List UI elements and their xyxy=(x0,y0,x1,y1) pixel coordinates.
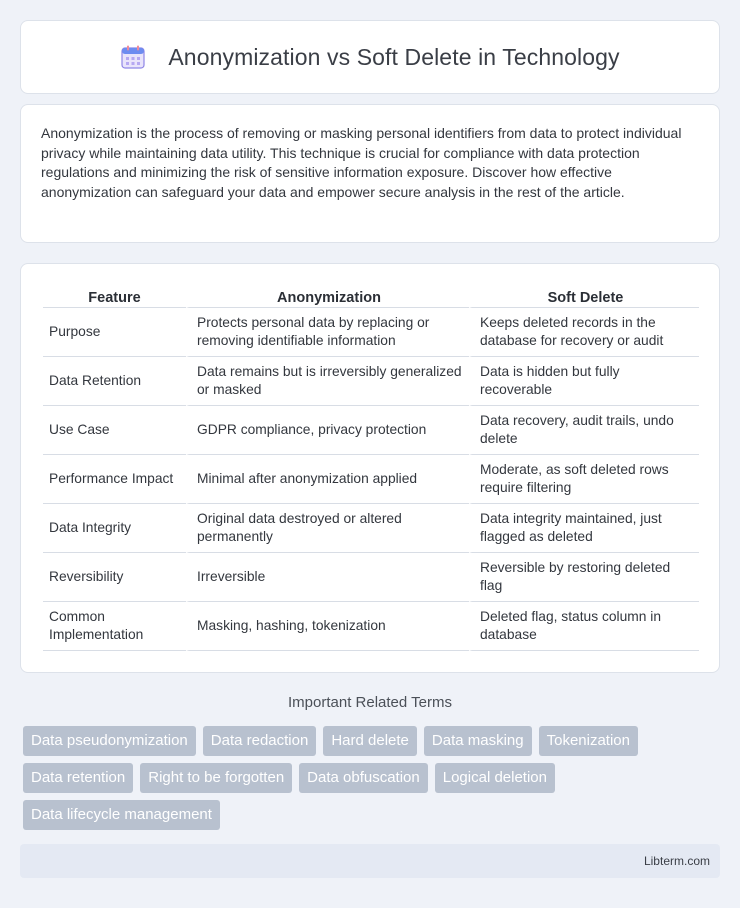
feature-cell: Reversibility xyxy=(43,553,186,602)
anonymization-cell: Minimal after anonymization applied xyxy=(186,455,469,504)
footer xyxy=(20,844,720,878)
footer-site-link[interactable]: Libterm.com xyxy=(643,854,710,868)
header-soft-delete: Soft Delete xyxy=(469,286,699,308)
tag-tokenization[interactable]: Tokenization xyxy=(539,726,638,756)
anonymization-cell: Data remains but is irreversibly generalized or masked xyxy=(186,357,469,406)
anonymization-cell: Protects personal data by replacing or removing identifiable information xyxy=(186,308,469,357)
feature-cell: Data Retention xyxy=(43,357,186,406)
table-row xyxy=(43,308,699,357)
soft-delete-cell: Reversible by restoring deleted flag xyxy=(469,553,699,602)
anonymization-cell: Irreversible xyxy=(186,553,469,602)
table-row xyxy=(43,553,699,602)
tag-data-obfuscation[interactable]: Data obfuscation xyxy=(299,763,428,793)
tag-right-to-be-forgotten[interactable]: Right to be forgotten xyxy=(140,763,292,793)
header-feature: Feature xyxy=(43,286,186,308)
calendar-icon xyxy=(120,44,146,70)
tag-data-masking[interactable]: Data masking xyxy=(424,726,532,756)
intro-card xyxy=(20,104,720,243)
soft-delete-cell: Deleted flag, status column in database xyxy=(469,602,699,651)
tag-logical-deletion[interactable]: Logical deletion xyxy=(435,763,555,793)
comparison-table xyxy=(43,286,699,651)
page-title: Anonymization vs Soft Delete in Technology xyxy=(168,43,620,70)
table-header-row xyxy=(43,286,699,308)
tag-data-retention[interactable]: Data retention xyxy=(23,763,133,793)
tag-data-redaction[interactable]: Data redaction xyxy=(203,726,317,756)
feature-cell: Purpose xyxy=(43,308,186,357)
feature-cell: Performance Impact xyxy=(43,455,186,504)
tag-data-pseudonymization[interactable]: Data pseudonymization xyxy=(23,726,196,756)
table-row xyxy=(43,602,699,651)
intro-text: Anonymization is the process of removing or masking personal identifiers from data to protect individual privacy while maintaining data utility. This technique is crucial for compliance with data protection regulations and minimizing the risk of sensitive information exposure. Discover how effective anonymization can safeguard your data and empower secure analysis in the rest of the article. xyxy=(41,125,682,200)
anonymization-cell: GDPR compliance, privacy protection xyxy=(186,406,469,455)
soft-delete-cell: Data is hidden but fully recoverable xyxy=(469,357,699,406)
table-row xyxy=(43,504,699,553)
feature-cell: Use Case xyxy=(43,406,186,455)
tag-hard-delete[interactable]: Hard delete xyxy=(323,726,417,756)
tag-data-lifecycle-management[interactable]: Data lifecycle management xyxy=(23,800,220,830)
table-row xyxy=(43,406,699,455)
anonymization-cell: Original data destroyed or altered permanently xyxy=(186,504,469,553)
related-terms-title: Important Related Terms xyxy=(288,694,452,711)
soft-delete-cell: Data recovery, audit trails, undo delete xyxy=(469,406,699,455)
table-row xyxy=(43,357,699,406)
soft-delete-cell: Keeps deleted records in the database for recovery or audit xyxy=(469,308,699,357)
table-row xyxy=(43,455,699,504)
header-anonymization: Anonymization xyxy=(186,286,469,308)
anonymization-cell: Masking, hashing, tokenization xyxy=(186,602,469,651)
feature-cell: Data Integrity xyxy=(43,504,186,553)
title-card xyxy=(20,20,720,94)
soft-delete-cell: Data integrity maintained, just flagged as deleted xyxy=(469,504,699,553)
related-terms-list xyxy=(23,726,723,837)
feature-cell: Common Implementation xyxy=(43,602,186,651)
comparison-table-card xyxy=(20,263,720,673)
soft-delete-cell: Moderate, as soft deleted rows require filtering xyxy=(469,455,699,504)
